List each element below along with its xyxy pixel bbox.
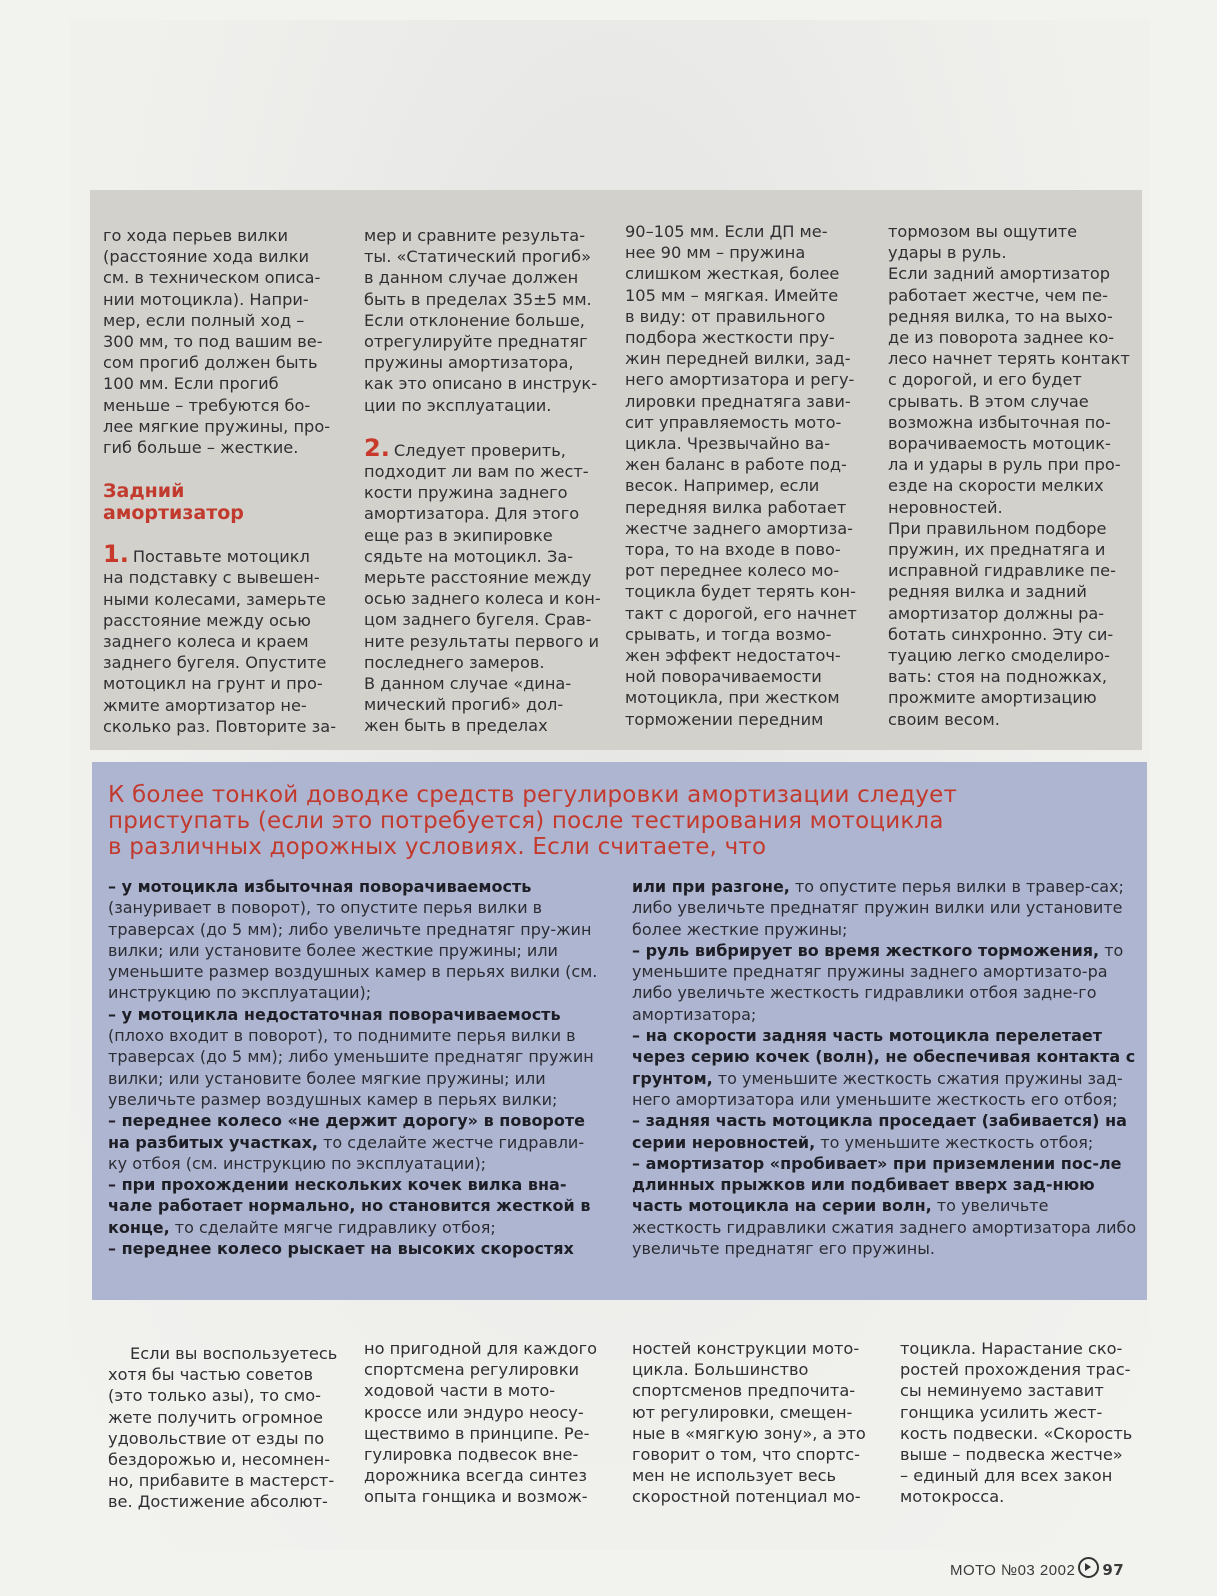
step-1 (103, 540, 353, 737)
text-line: ходовой части в мото- (364, 1381, 556, 1401)
tip-advice: (занyривает в поворот), то опустите перья вилки в траверсах (до 5 мм); либо увеличьте преднатяг пру-жин вилки; или установите более жесткие пружины; или уменьшите размер воздушных камер в перьях вилки (см. инструкцию по эксплуатации); (108, 898, 598, 1003)
bottom-column-2 (364, 1338, 609, 1508)
text-line: сит управляемость мото- (625, 412, 842, 432)
column-1 (103, 225, 353, 737)
text-line: го хода перьев вилки (103, 226, 289, 245)
text-line: Если отклонение больше, (364, 310, 585, 330)
text-line: гиб больше – жесткие. (103, 438, 299, 458)
bottom-column-4-text (900, 1338, 1145, 1508)
text-line: скоростной потенциал мо- (632, 1487, 861, 1507)
text-line: как это описано в инструк- (364, 374, 598, 394)
text-line: лировки преднатяга зави- (625, 391, 851, 411)
text-line: де из поворота заднее ко- (888, 328, 1115, 348)
text-line: туацию легко смоделиро- (888, 646, 1110, 666)
text-line: амортизатор должны ра- (888, 603, 1105, 623)
text-line: ные в «мягкую зону», а это (632, 1423, 866, 1443)
text-line: (это только азы), то смо- (108, 1386, 321, 1406)
text-line: см. в техническом описа- (103, 268, 321, 288)
text-line: тора, то на входе в пово- (625, 540, 841, 560)
tip-condition: – на скорости задняя часть мотоцикла перелетает через серию кочек (волн), не обеспечивая контакта с грунтом, (632, 1026, 1136, 1088)
column-4-text (888, 221, 1143, 730)
tip-item (108, 1110, 598, 1174)
text-line: в виду: от правильного (625, 306, 826, 326)
text-line: но, прибавите в мастерст- (108, 1471, 335, 1491)
step-2-number: 2. (364, 433, 390, 462)
text-line: (расстояние хода вилки (103, 247, 310, 267)
tip-condition: – переднее колесо рыскает на высоких скоростях (108, 1239, 574, 1259)
tip-condition: – у мотоцикла недостаточная поворачиваемость (108, 1004, 561, 1024)
text-line: цикла. Чрезвычайно ва- (625, 434, 831, 454)
text-line: пружины амортизатора, (364, 353, 574, 373)
text-line: мотокросса. (900, 1487, 1005, 1507)
text-line: мер, если полный ход – (103, 310, 305, 330)
text-line: ностей конструкции мото- (632, 1339, 860, 1358)
tip-advice: (плохо входит в поворот), то поднимите перья вилки в траверсах (до 5 мм); либо уменьшите преднатяг пружин вилки; или установите более мягкие пружины; или увеличьте размер воздушных камер в перьях вилки; (108, 1026, 594, 1109)
tip-item (108, 1004, 598, 1110)
text-line: ществимо в принципе. Ре- (364, 1423, 590, 1443)
text-line: нее 90 мм – пружина (625, 243, 806, 263)
text-line: жестче заднего амортиза- (625, 518, 853, 538)
bottom-column-1-text (108, 1343, 340, 1513)
text-line: тоцикла будет терять кон- (625, 582, 856, 602)
text-line: опыта гонщика и возмож- (364, 1487, 588, 1507)
text-line: цикла. Большинство (632, 1360, 809, 1380)
tip-condition: – при прохождении нескольких кочек вилка вна-чале работает нормально, но становится жесткой в конце, (108, 1175, 591, 1237)
tip-advice: то увеличьте жесткость гидравлики сжатия заднего амортизатора либо увеличьте преднатяг его пружины. (632, 1196, 1137, 1259)
step-2 (364, 433, 604, 737)
column-3 (625, 221, 870, 730)
tip-item (632, 940, 1137, 1025)
bottom-column-2-text (364, 1338, 609, 1508)
tip-item (108, 876, 598, 1004)
column-3-text (625, 221, 870, 730)
text-line: мен не использует весь (632, 1466, 837, 1486)
text-line: исправной гидравлике пе- (888, 561, 1116, 581)
text-line: нии мотоцикла). Напри- (103, 289, 309, 309)
text-line: возможна избыточная по- (888, 412, 1111, 432)
tip-condition: – руль вибрирует во время жесткого торможения, (632, 940, 1100, 960)
tip-advice: то сделайте жестче гидравли-ку отбоя (см. инструкцию по эксплуатации); (108, 1132, 585, 1173)
tip-condition: – задняя часть мотоцикла проседает (забивается) на серии неровностей, (632, 1111, 1127, 1152)
section-heading-line-2: амортизатор (103, 502, 244, 525)
tip-item (632, 1110, 1137, 1153)
section-heading-line-1: Задний (103, 480, 185, 503)
text-line: Если вы воспользуетесь (130, 1344, 338, 1363)
text-line: меньше – требуются бо- (103, 395, 311, 415)
tip-condition: – у мотоцикла избыточная поворачиваемость (108, 877, 532, 896)
text-line: мер и сравните результа- (364, 226, 586, 245)
bottom-column-3-text (632, 1338, 877, 1508)
text-line: ботать синхронно. Эту си- (888, 624, 1114, 644)
tips-box-heading (108, 782, 1138, 860)
tip-advice: то опустите перья вилки в травер-сах; либо увеличьте преднатяг пружин вилки или установите более жесткие пружины; (632, 877, 1124, 939)
text-line: удовольствие от езды по (108, 1428, 325, 1448)
text-line: ве. Достижение абсолют- (108, 1492, 328, 1512)
text-line: гулировка подвесок вне- (364, 1445, 579, 1465)
text-line: лесо начнет терять контакт (888, 349, 1130, 369)
tip-item (108, 1238, 598, 1259)
tip-condition: – переднее колесо «не держит дорогу» в повороте на разбитых участках, (108, 1111, 585, 1152)
text-line: спортсмена регулировки (364, 1360, 580, 1380)
text-line: редняя вилка и задний (888, 582, 1087, 602)
text-line: тормозом вы ощутите (888, 222, 1078, 241)
bottom-column-1 (108, 1343, 340, 1513)
text-line: передняя вилка работает (625, 497, 847, 517)
text-line: весок. Например, если (625, 476, 820, 496)
arrow-circle-icon (1078, 1557, 1099, 1578)
tip-item (632, 1025, 1137, 1110)
column-4 (888, 221, 1143, 730)
text-line: ла и удары в руль при про- (888, 455, 1121, 475)
text-line: выше – подвеска жестче» (900, 1445, 1123, 1465)
text-line: кость подвески. «Скорость (900, 1423, 1133, 1443)
text-line: с дорогой, и его будет (888, 370, 1082, 390)
text-line: 100 мм. Если прогиб (103, 374, 279, 394)
magazine-issue: МОТО №03 2002 (950, 1562, 1076, 1579)
tip-item (632, 876, 1137, 940)
tips-heading-line: К более тонкой доводке средств регулировки амортизации следует (108, 782, 958, 808)
text-line: мотоцикла, при жестком (625, 688, 840, 708)
tips-right-column (632, 876, 1137, 1259)
text-line: ной поворачиваемости (625, 667, 822, 687)
text-line: слишком жесткая, более (625, 264, 840, 284)
text-line: тоцикла. Нарастание ско- (900, 1339, 1123, 1358)
text-line: своим весом. (888, 709, 1000, 729)
bottom-column-4 (900, 1338, 1145, 1508)
text-line: Если задний амортизатор (888, 264, 1111, 284)
text-line: спортсменов предпочита- (632, 1381, 856, 1401)
text-line: езде на скорости мелких (888, 476, 1104, 496)
text-line: быть в пределах 35±5 мм. (364, 289, 592, 309)
text-line: жен баланс в работе под- (625, 455, 847, 475)
text-line: При правильном подборе (888, 518, 1107, 538)
text-line: жин передней вилки, зад- (625, 349, 851, 369)
page-footer (950, 1557, 1124, 1579)
text-line: отрегулируйте преднатяг (364, 332, 588, 352)
text-line: прожмите амортизацию (888, 688, 1097, 708)
text-line: пружин, их преднатяга и (888, 540, 1106, 560)
text-line: редняя вилка, то на выхо- (888, 306, 1113, 326)
text-line: в данном случае должен (364, 268, 579, 288)
text-line: лее мягкие пружины, про- (103, 416, 331, 436)
text-line: вать: стоя на подножках, (888, 667, 1107, 687)
text-line: неровностей. (888, 497, 1003, 517)
text-line: ции по эксплуатации. (364, 395, 552, 415)
text-line: жете получить огромное (108, 1407, 323, 1427)
step-1-text: Поставьте мотоцикл на подставку с вывешен- ными колесами, замерьте расстояние между осью заднего колеса и краем заднего бугеля. Опустите мотоцикл на грунт и про- жмите амортизатор не- сколько раз. Повторите за- (103, 547, 337, 736)
text-line: 90–105 мм. Если ДП ме- (625, 222, 828, 241)
section-heading (103, 480, 353, 524)
bottom-column-3 (632, 1338, 877, 1508)
text-line: торможении передним (625, 709, 824, 729)
text-line: 300 мм, то под вашим ве- (103, 332, 323, 352)
tips-heading-line: приступать (если это потребуется) после тестирования мотоцикла (108, 808, 944, 834)
text-line: гонщика усилить жест- (900, 1402, 1103, 1422)
tips-heading-line: в различных дорожных условиях. Если считаете, что (108, 834, 767, 860)
text-line: бездорожью и, несомнен- (108, 1450, 331, 1470)
tip-advice: то сделайте мягче гидравлику отбоя; (169, 1217, 496, 1237)
text-line: работает жестче, чем пе- (888, 285, 1108, 305)
column-2-text (364, 225, 604, 416)
tips-left-column (108, 876, 598, 1259)
column-2 (364, 225, 604, 737)
tip-item (632, 1153, 1137, 1259)
text-line: сы неминуемо заставит (900, 1381, 1104, 1401)
tip-item (108, 1174, 598, 1238)
text-line: кроссе или эндуро неосу- (364, 1402, 584, 1422)
tip-advice: то уменьшите жесткость отбоя; (815, 1132, 1094, 1152)
text-line: говорит о том, что спортс- (632, 1445, 860, 1465)
text-line: хотя бы частью советов (108, 1365, 314, 1385)
text-line: сом прогиб должен быть (103, 353, 318, 373)
step-1-number: 1. (103, 540, 129, 569)
page-number: 97 (1102, 1561, 1125, 1579)
tip-condition: или при разгоне, (632, 877, 790, 896)
text-line: такт с дорогой, его начнет (625, 603, 857, 623)
text-line: удары в руль. (888, 243, 1007, 263)
text-line: ростей прохождения трас- (900, 1360, 1131, 1380)
column-1-text (103, 225, 353, 458)
step-2-text: Следует проверить, подходит ли вам по жест- кости пружина заднего амортизатора. Для этого еще раз в экипировке сядьте на мотоцикл. За- мерьте расстояние между осью заднего колеса и кон- цом заднего бугеля. Срав- ните результаты первого и последнего замеров. В данном случае «дина- мический прогиб» дол- жен быть в пределах (364, 440, 601, 736)
text-line: – единый для всех закон (900, 1466, 1113, 1486)
tip-advice: то уменьшите жесткость сжатия пружины зад-него амортизатора или уменьшите жесткость его отбоя; (632, 1068, 1123, 1109)
text-line: ты. «Статический прогиб» (364, 247, 592, 267)
text-line: ворачиваемость мотоцик- (888, 434, 1111, 454)
text-line: срывать, и тогда возмо- (625, 624, 832, 644)
tip-condition: – амортизатор «пробивает» при приземлении пос-ле длинных прыжков или подбивает вверх зад-нюю часть мотоцикла на серии волн, (632, 1153, 1122, 1216)
tip-advice: то уменьшите преднатяг пружины заднего амортизато-ра либо увеличьте жесткость гидравлики отбоя задне-го амортизатора; (632, 940, 1124, 1024)
text-line: но пригодной для каждого (364, 1339, 597, 1358)
text-line: 105 мм – мягкая. Имейте (625, 285, 839, 305)
text-line: жен эффект недостаточ- (625, 646, 841, 666)
text-line: подбора жесткости пру- (625, 328, 835, 348)
text-line: срывать. В этом случае (888, 391, 1089, 411)
text-line: ют регулировки, смещен- (632, 1402, 853, 1422)
text-line: дорожника всегда синтез (364, 1466, 587, 1486)
text-line: рот переднее колесо мо- (625, 561, 840, 581)
text-line: него амортизатора и регу- (625, 370, 855, 390)
